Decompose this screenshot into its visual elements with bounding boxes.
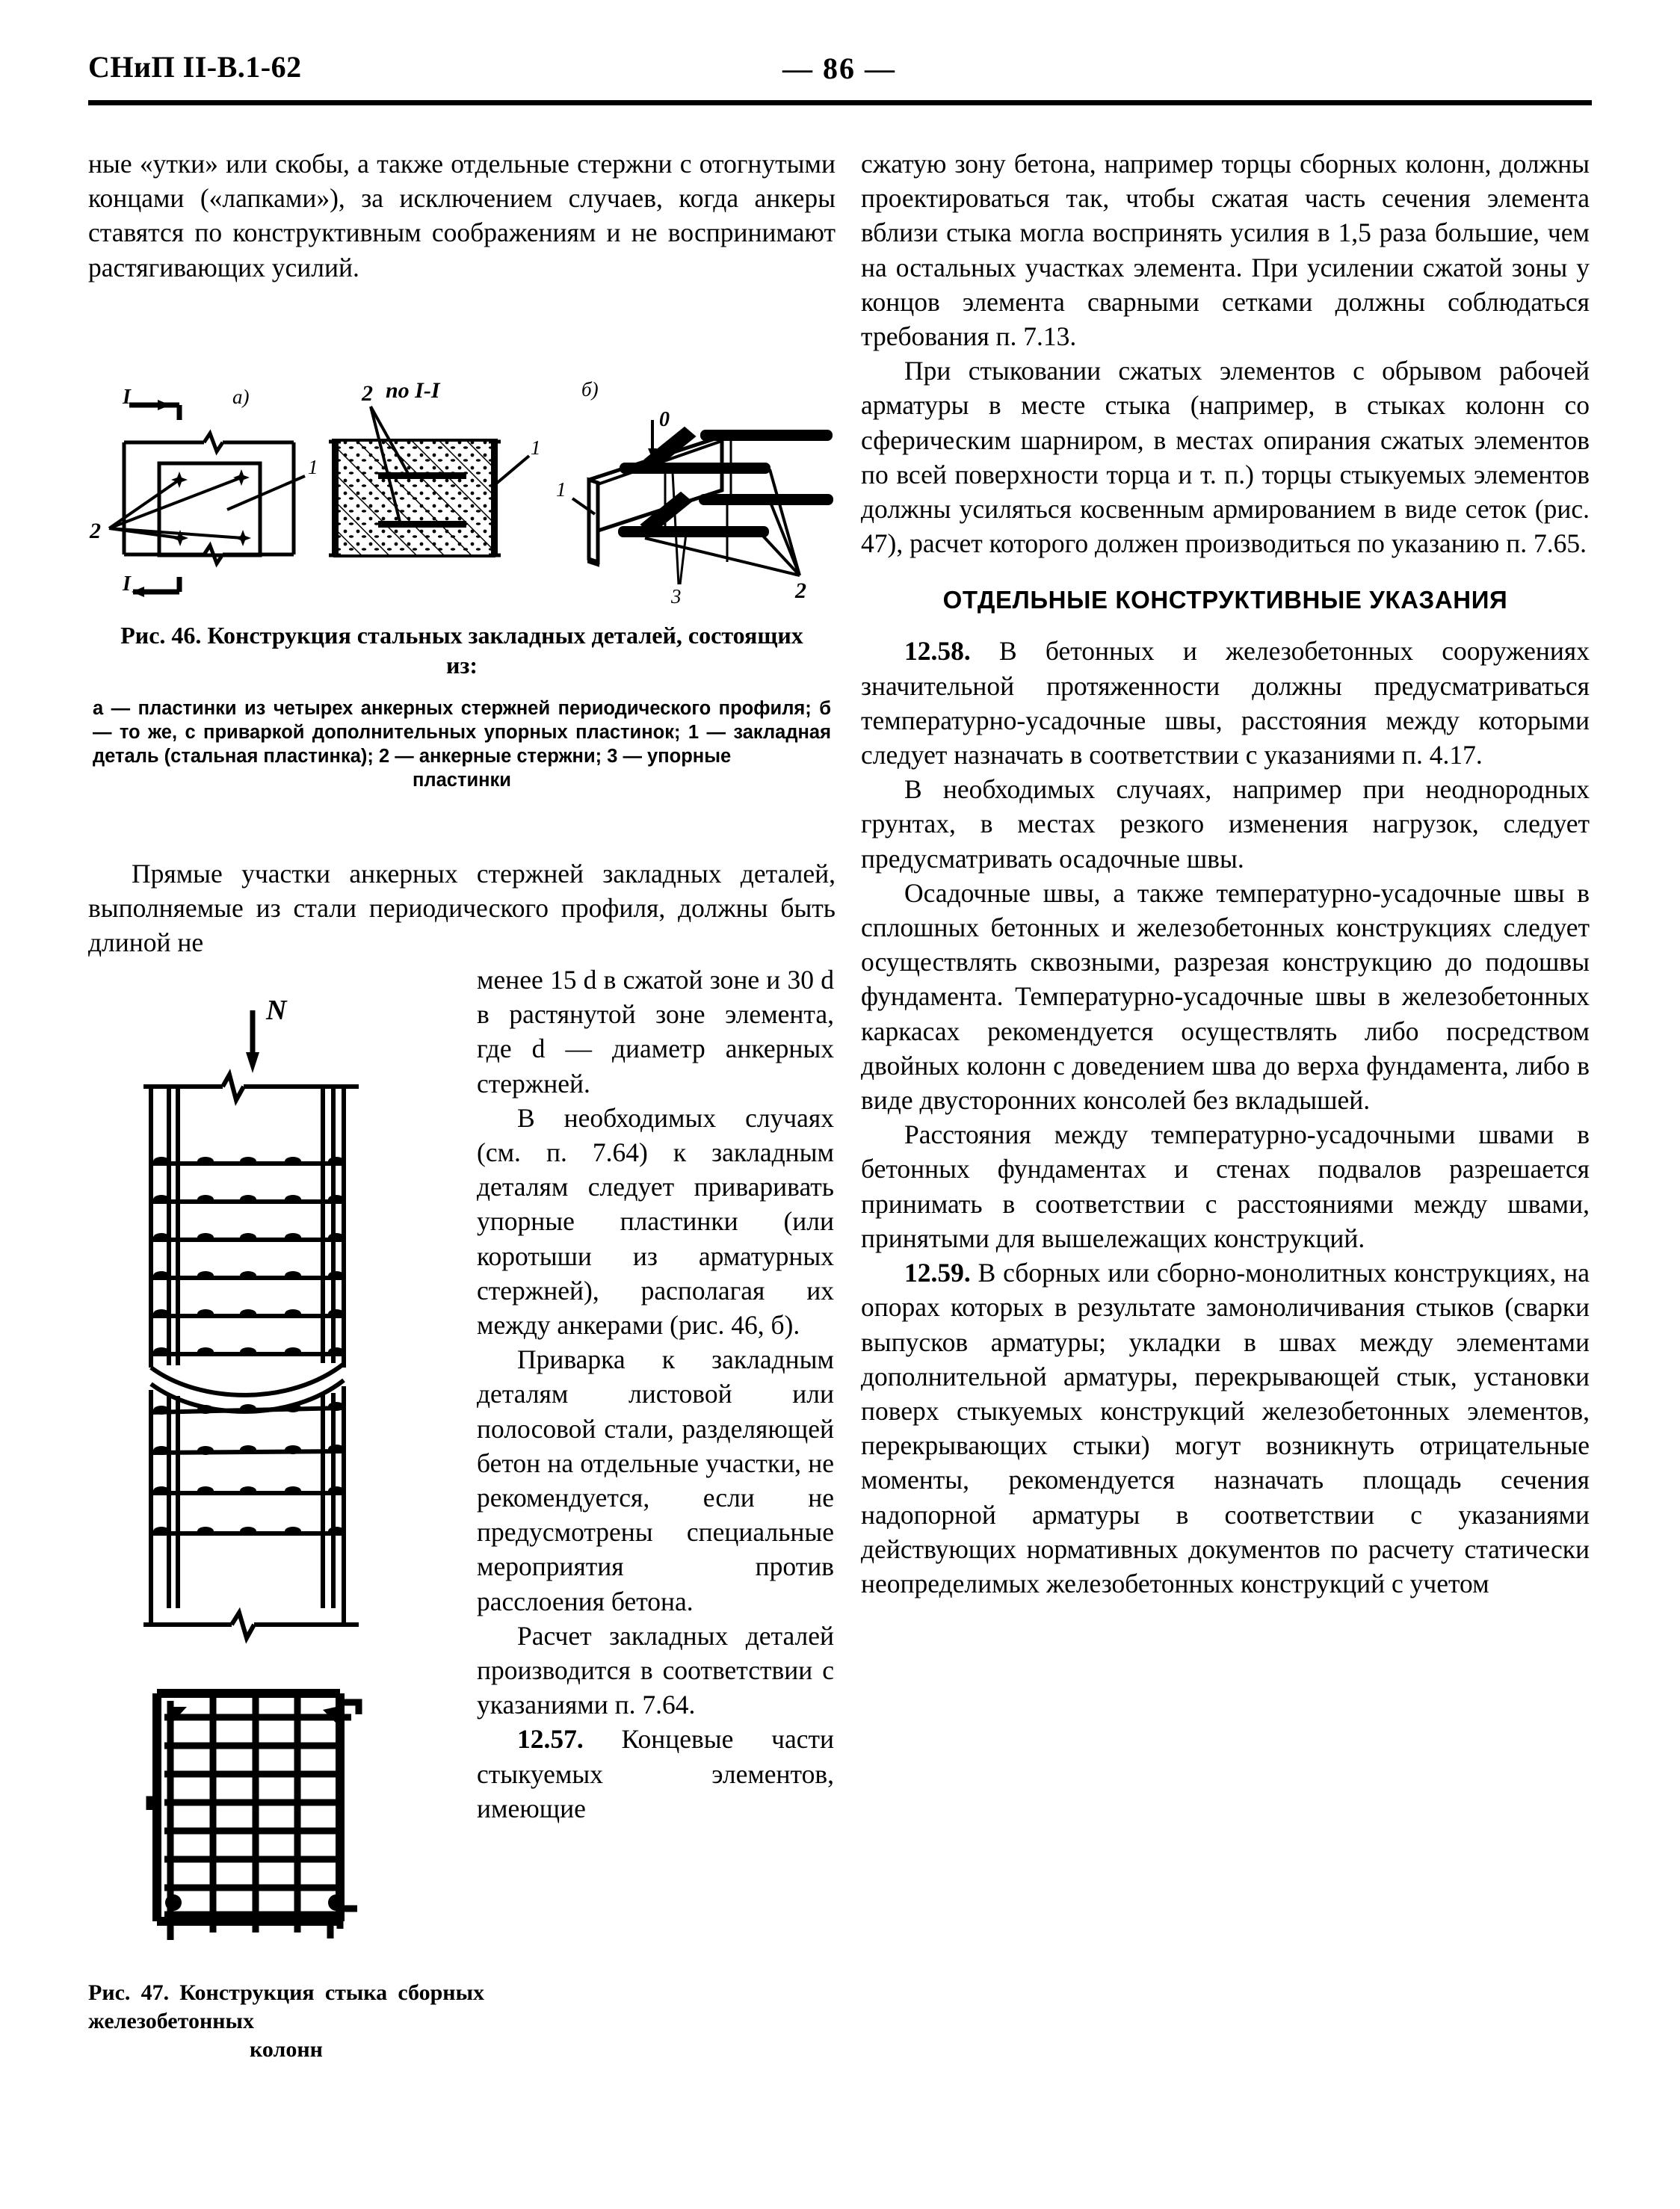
clause-12-58 — [861, 634, 1590, 772]
left-mid-paragraph-block — [88, 856, 836, 960]
svg-text:0: 0 — [659, 408, 670, 431]
svg-text:I: I — [123, 572, 131, 596]
narrow-paragraph-2: В необходимых случаях (см. п. 7.64) к закладным деталям следует приваривать упорные пластинки (или коротыши из арматурных стержней), располагая их между анкерами (рис. 46, б). — [477, 1102, 834, 1341]
svg-text:2: 2 — [795, 578, 806, 603]
clause-number-12-58: 12.58. — [904, 636, 971, 667]
svg-text:2: 2 — [362, 381, 373, 406]
narrow-paragraph-3: Приварка к закладным деталям листовой или полосовой стали, разделяющей бетон на отдельные участки, не рекомендуется, если не предусмотрены специальные мероприятия против расслоения бетона. — [477, 1344, 834, 1616]
header-rule — [88, 100, 1592, 105]
document-code: СНиП II-В.1-62 — [88, 50, 302, 84]
figure-46 — [88, 338, 836, 792]
narrow-paragraph-5-rest: Концевые части стыкуемых элементов, имеющие — [477, 1724, 834, 1823]
clause-number-12-59: 12.59. — [904, 1258, 971, 1288]
narrow-paragraph-4: Расчет закладных деталей производится в соответствии с указаниями п. 7.64. — [477, 1620, 834, 1720]
svg-text:1: 1 — [308, 456, 318, 478]
clause-12-59 — [861, 1255, 1590, 1601]
svg-text:3: 3 — [671, 585, 682, 608]
svg-text:1: 1 — [531, 436, 541, 459]
figure-47-caption — [88, 1979, 484, 2064]
clause-12-58-body: В бетонных и железобетонных сооружениях значительной протяженности должны предусматриваться температурно-усадочные швы, расстояния между которыми следует назначать в соответствии с указаниями п. 4.17. — [861, 636, 1590, 770]
page-number: — 86 — — [782, 52, 896, 85]
svg-text:2: 2 — [90, 519, 101, 543]
narrow-paragraph-1: менее 15 d в сжатой зоне и 30 d в растянутой зоне элемента, где d — диаметр анкерных стержней. — [477, 965, 834, 1099]
left-column-top — [88, 146, 836, 285]
svg-text:I: I — [123, 386, 131, 409]
figure-46-legend-lastline: пластинки — [413, 770, 511, 791]
right-paragraph-1: сжатую зону бетона, например торцы сборных колонн, должны проектироваться так, чтобы сжатая часть сечения элемента вблизи стыка могла воспринять усилия в 1,5 раза большие, чем на остальных участках элемента. При усилении сжатой зоны у концов элемента сварными сетками должны соблюдаться требования п. 7.13. — [861, 149, 1590, 352]
svg-text:1: 1 — [556, 478, 566, 501]
narrow-paragraph-5 — [477, 1722, 834, 1826]
section-heading: ОТДЕЛЬНЫЕ КОНСТРУКТИВНЫЕ УКАЗАНИЯ — [942, 586, 1508, 614]
right-column — [861, 146, 1590, 1601]
figure-46-legend — [88, 696, 836, 792]
figure-47-caption-line1: Рис. 47. Конструкция стыка — [88, 1980, 388, 2005]
figure-46-caption: Рис. 46. Конструкция стальных закладных деталей, состоящих из: — [120, 622, 803, 679]
figure-47-mesh-drawing — [127, 1678, 426, 1947]
figure-46-drawing — [88, 338, 836, 613]
clause-number-12-57: 12.57. — [517, 1724, 584, 1755]
left-top-paragraph: ные «утки» или скобы, а также отдельные стержни с отогнутыми концами («лапками»), за исключением случаев, когда анкеры ставятся по конструктивным соображениям и не воспринимают растягивающих усилий. — [88, 149, 836, 282]
svg-text:б): б) — [581, 378, 599, 401]
clause-12-59-body: В сборных или сборно-монолитных конструкциях, на опорах которых в результате замоноличивания стыков (сварки выпусков арматуры; укладки в швах между элементами дополнительной арматуры, перекрывающей стык, установки поверх стыкуемых конструкций железобетонных элементов, перекрывающих стыки) могут возникнуть отрицательные моменты, рекомендуется назначать площадь сечения надопорной арматуры в соответствии с указаниями действующих нормативных документов по расчету статически неопределимых железобетонных конструкций с учетом — [861, 1258, 1590, 1598]
right-paragraph-4: Осадочные швы, а также температурно-усадочные швы в сплошных бетонных и железобетонных конструкциях следует осуществлять сквозными, разрезая конструкцию до подошвы фундамента. Температурно-усадочные швы в железобетонных каркасах рекомендуется осуществлять либо посредством двойных колонн с доведением шва до верха фундамента, либо в виде двусторонних консолей без вкладышей. — [861, 877, 1590, 1116]
page-header — [88, 49, 1590, 99]
left-mid-paragraph: Прямые участки анкерных стержней закладных деталей, выполняемые из стали периодического профиля, должны быть длиной не — [88, 859, 836, 958]
right-paragraph-3: В необходимых случаях, например при неоднородных грунтах, в местах резкого изменения нагрузок, следует предусматривать осадочные швы. — [861, 774, 1590, 874]
figure-47-column-joint-drawing — [120, 980, 456, 1649]
figure-47-caption-line3: колонн — [250, 2037, 323, 2062]
svg-text:по I-I: по I-I — [386, 378, 440, 403]
figure-47-caption-line2: сборных железобетонных — [88, 1980, 484, 2033]
right-paragraph-5: Расстояния между температурно-усадочными швами в бетонных фундаментах и стенах подвалов разрешается принимать в соответствии с расстояниями между швами, принятыми для вышележащих конструкций. — [861, 1119, 1590, 1253]
right-paragraph-2: При стыковании сжатых элементов с обрывом рабочей арматуры в месте стыка (например, в стыках колонн со сферическим шарниром, в местах опирания сжатых элементов по всей поверхности торца и т. п.) торцы стыкуемых элементов должны усиляться косвенным армированием в виде сеток (рис. 47), расчет которого должен производиться по указанию п. 7.65. — [861, 356, 1590, 559]
svg-text:N: N — [266, 995, 287, 1026]
svg-text:а): а) — [232, 386, 250, 408]
figure-46-legend-text: а — пластинки из четырех анкерных стержней периодического профиля; б — то же, с приваркой дополнительных упорных пластинок; 1 — закладная деталь (стальная пластинка); 2 — анкерные стержни; 3 — упорные — [93, 698, 831, 767]
narrow-wrapped-column — [477, 963, 834, 1826]
